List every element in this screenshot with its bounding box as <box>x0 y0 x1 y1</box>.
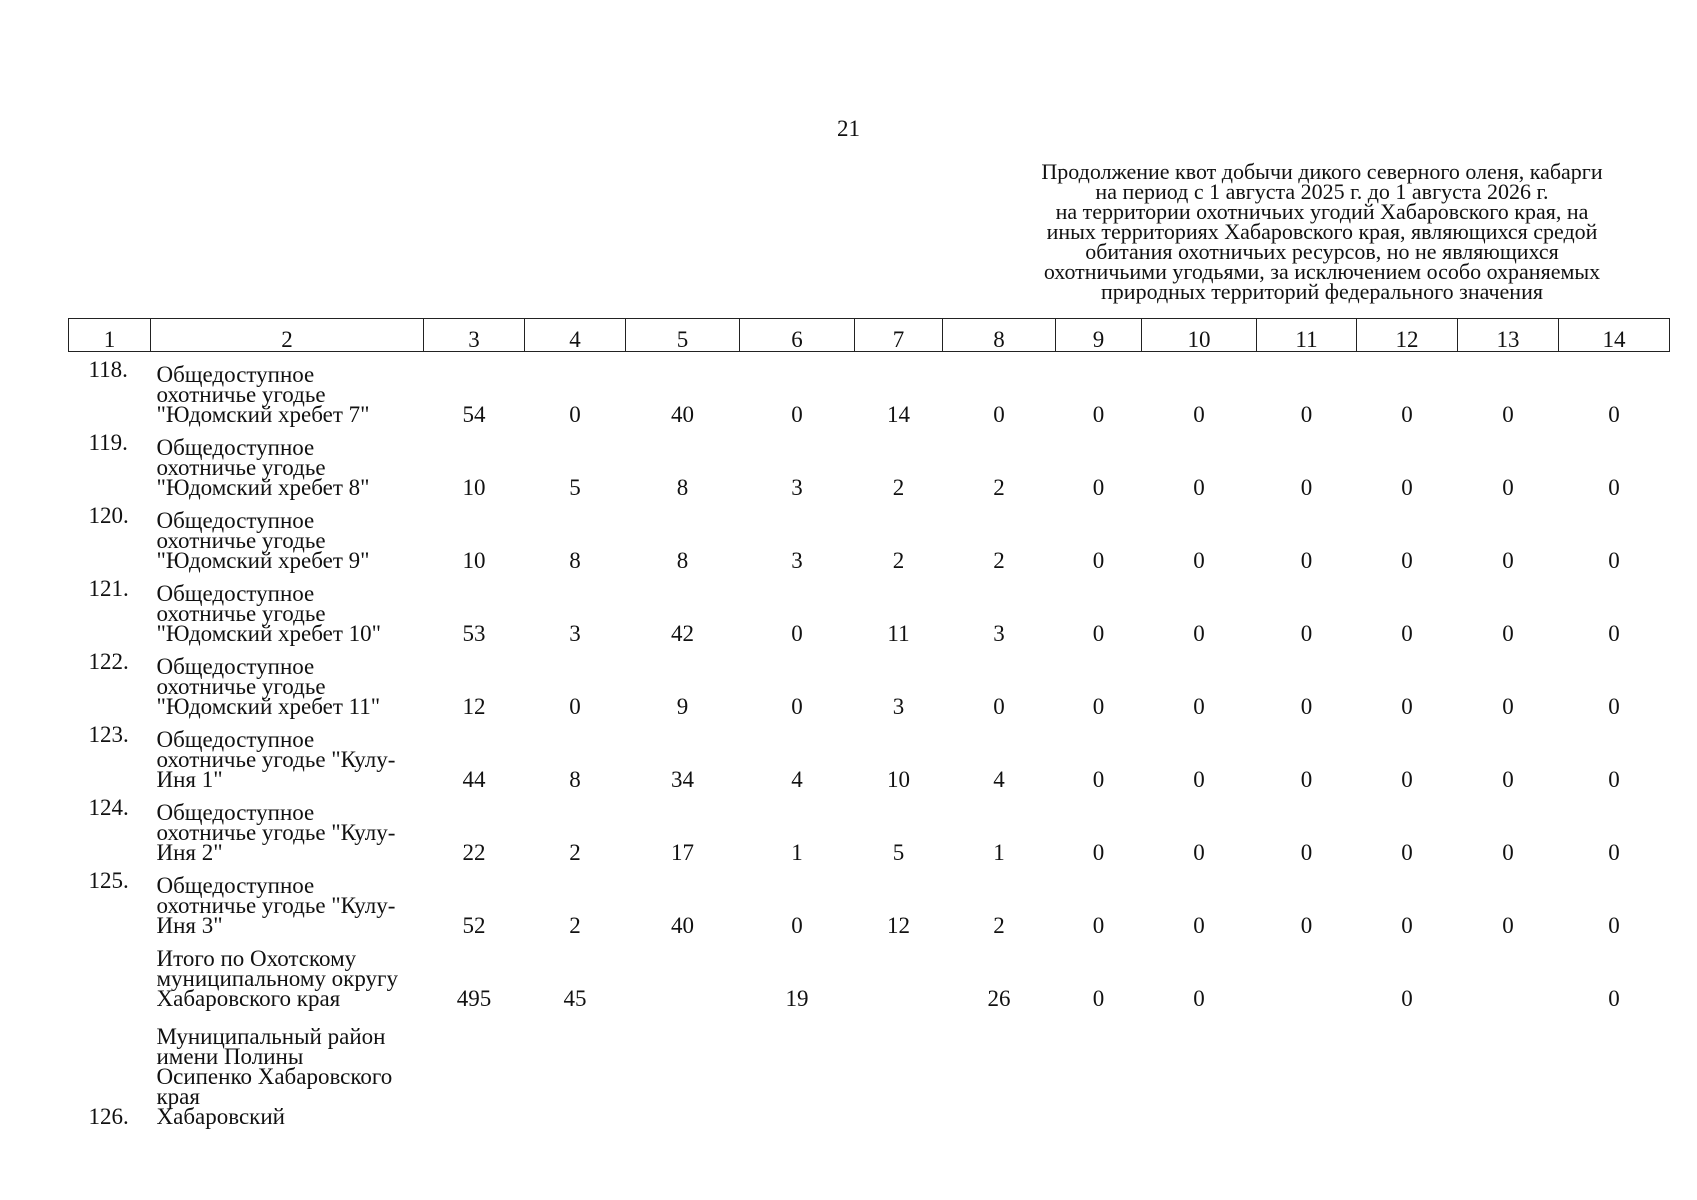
value-cell: 0 <box>1401 693 1413 719</box>
value-cell: 0 <box>1608 547 1620 573</box>
caption-line: на период с 1 августа 2025 г. до 1 августа 2026 г. <box>1095 179 1549 204</box>
value-cell: 0 <box>1300 401 1313 427</box>
value-cell: 26 <box>987 985 1011 1011</box>
row-name-line: охотничье угодье <box>156 600 326 626</box>
value-cell: 0 <box>1193 693 1205 719</box>
value-cell: 3 <box>791 474 803 500</box>
value-cell <box>1056 1107 1142 1147</box>
value-cell: 0 <box>1193 474 1205 500</box>
table-row <box>69 1009 1670 1107</box>
value-cell: 54 <box>462 401 486 427</box>
value-cell: 0 <box>1193 766 1205 792</box>
caption-line: иных территориях Хабаровского края, являющихся средой <box>1046 219 1598 244</box>
caption-line: на территории охотничьих угодий Хабаровского края, на <box>1055 199 1589 224</box>
value-cell: 0 <box>1608 401 1620 427</box>
value-cell <box>1142 1009 1257 1107</box>
row-name-line: Общедоступное <box>156 507 315 533</box>
value-cell: 19 <box>785 985 809 1011</box>
value-cell: 0 <box>791 912 803 938</box>
value-cell: 0 <box>1092 620 1105 646</box>
row-name-line: охотничье угодье <box>156 527 326 553</box>
value-cell <box>1257 936 1357 1009</box>
row-name-line: "Юдомский хребет 8" <box>156 474 370 500</box>
value-cell <box>424 1009 525 1107</box>
value-cell: 11 <box>887 620 910 646</box>
page-number: 21 <box>837 116 860 141</box>
value-cell: 2 <box>892 547 905 573</box>
value-cell: 10 <box>462 474 486 500</box>
value-cell: 0 <box>1608 693 1620 719</box>
column-header: 13 <box>1458 319 1559 352</box>
row-name-line: Иня 1" <box>156 766 223 792</box>
value-cell: 0 <box>1401 474 1413 500</box>
value-cell: 2 <box>993 474 1005 500</box>
table-row <box>69 425 1670 498</box>
value-cell: 0 <box>1608 620 1620 646</box>
value-cell <box>1142 1107 1257 1147</box>
value-cell: 44 <box>462 766 486 792</box>
value-cell: 0 <box>1502 693 1514 719</box>
value-cell <box>1559 1107 1670 1147</box>
row-number: 119. <box>88 429 128 455</box>
value-cell: 0 <box>791 693 803 719</box>
value-cell: 0 <box>1401 839 1413 865</box>
value-cell: 52 <box>462 912 486 938</box>
value-cell: 0 <box>791 620 803 646</box>
table-row <box>69 863 1670 936</box>
row-name-line: Общедоступное <box>156 726 315 752</box>
value-cell: 0 <box>1092 547 1105 573</box>
value-cell: 0 <box>1401 985 1413 1011</box>
value-cell <box>943 1009 1056 1107</box>
row-name-line: "Юдомский хребет 9" <box>156 547 370 573</box>
value-cell: 0 <box>1193 401 1205 427</box>
value-cell: 0 <box>569 693 581 719</box>
row-name-line: имени Полины <box>156 1043 304 1069</box>
value-cell: 12 <box>462 693 486 719</box>
value-cell <box>943 1107 1056 1147</box>
row-name-line: Хабаровский <box>156 1103 285 1129</box>
value-cell: 0 <box>1401 547 1413 573</box>
value-cell: 5 <box>892 839 905 865</box>
value-cell: 4 <box>993 766 1005 792</box>
table-body <box>69 352 1670 1147</box>
value-cell: 9 <box>676 693 689 719</box>
value-cell: 0 <box>1092 912 1105 938</box>
column-header: 7 <box>855 319 943 352</box>
table-row <box>69 1107 1670 1147</box>
value-cell: 0 <box>1502 401 1514 427</box>
value-cell: 0 <box>1608 985 1620 1011</box>
value-cell: 0 <box>1300 474 1313 500</box>
value-cell: 3 <box>993 620 1005 646</box>
table-row <box>69 717 1670 790</box>
row-number: 124. <box>88 794 129 820</box>
row-number: 126. <box>88 1103 129 1129</box>
row-number: 120. <box>88 502 129 528</box>
value-cell: 4 <box>791 766 803 792</box>
row-name-line: Иня 3" <box>156 912 223 938</box>
value-cell: 45 <box>563 985 587 1011</box>
row-name-line: "Юдомский хребет 10" <box>156 620 382 646</box>
value-cell: 0 <box>1193 912 1205 938</box>
row-name-line: охотничье угодье <box>156 454 326 480</box>
row-number <box>69 1009 151 1107</box>
value-cell: 42 <box>671 620 694 646</box>
column-header: 11 <box>1257 319 1357 352</box>
value-cell: 0 <box>1092 766 1105 792</box>
row-name-line: Осипенко Хабаровского <box>156 1063 393 1089</box>
value-cell: 53 <box>462 620 486 646</box>
value-cell <box>1056 1009 1142 1107</box>
column-header: 8 <box>943 319 1056 352</box>
row-name <box>151 936 424 1009</box>
value-cell: 5 <box>569 474 581 500</box>
row-name <box>151 425 424 498</box>
value-cell <box>855 936 943 1009</box>
row-name-line: Общедоступное <box>156 580 315 606</box>
value-cell <box>1458 1009 1559 1107</box>
row-name <box>151 863 424 936</box>
value-cell: 0 <box>1502 912 1514 938</box>
value-cell <box>1458 936 1559 1009</box>
value-cell <box>525 1009 626 1107</box>
caption-line: обитания охотничьих ресурсов, но не являющихся <box>1085 239 1559 264</box>
table-row <box>69 936 1670 1009</box>
row-name-line: охотничье угодье <box>156 673 326 699</box>
value-cell: 10 <box>887 766 910 792</box>
row-number: 121. <box>88 575 129 601</box>
row-name <box>151 352 424 425</box>
value-cell <box>855 1107 943 1147</box>
row-name-line: охотничье угодье "Кулу- <box>156 892 396 918</box>
column-header: 1 <box>69 319 151 352</box>
value-cell: 0 <box>993 401 1005 427</box>
row-name <box>151 790 424 863</box>
value-cell: 0 <box>1092 401 1105 427</box>
value-cell: 14 <box>887 401 910 427</box>
value-cell: 0 <box>1401 401 1413 427</box>
row-name-line: Итого по Охотскому <box>156 945 357 971</box>
value-cell: 495 <box>456 985 492 1011</box>
value-cell: 0 <box>1502 766 1514 792</box>
row-name-line: Иня 2" <box>156 839 223 865</box>
value-cell <box>1257 1009 1357 1107</box>
value-cell <box>626 1107 740 1147</box>
value-cell <box>1458 1107 1559 1147</box>
table-row <box>69 571 1670 644</box>
column-number-row <box>69 319 1670 352</box>
row-name-line: Общедоступное <box>156 653 315 679</box>
value-cell: 0 <box>1401 620 1413 646</box>
row-name-line: края <box>156 1083 200 1109</box>
value-cell: 0 <box>1401 912 1413 938</box>
value-cell: 0 <box>1502 620 1514 646</box>
value-cell <box>424 1107 525 1147</box>
value-cell <box>1357 1107 1458 1147</box>
value-cell: 34 <box>671 766 694 792</box>
value-cell: 0 <box>1092 985 1105 1011</box>
value-cell: 0 <box>1502 547 1514 573</box>
column-header: 9 <box>1056 319 1142 352</box>
value-cell <box>855 1009 943 1107</box>
row-name <box>151 571 424 644</box>
value-cell: 8 <box>569 766 581 792</box>
value-cell: 0 <box>1300 839 1313 865</box>
value-cell: 0 <box>1193 839 1205 865</box>
value-cell: 0 <box>993 693 1005 719</box>
value-cell: 0 <box>1502 474 1514 500</box>
row-name <box>151 644 424 717</box>
value-cell: 0 <box>1300 912 1313 938</box>
value-cell: 40 <box>671 401 694 427</box>
value-cell: 0 <box>1193 985 1205 1011</box>
value-cell <box>740 1107 855 1147</box>
value-cell: 40 <box>671 912 694 938</box>
table-row <box>69 498 1670 571</box>
value-cell <box>525 1107 626 1147</box>
table-row <box>69 352 1670 425</box>
value-cell: 2 <box>569 912 581 938</box>
value-cell: 0 <box>1300 693 1313 719</box>
value-cell: 0 <box>1092 839 1105 865</box>
row-number: 125. <box>88 867 129 893</box>
row-name-line: "Юдомский хребет 7" <box>156 401 370 427</box>
row-name-line: охотничье угодье <box>156 381 326 407</box>
row-name-line: Общедоступное <box>156 872 315 898</box>
value-cell <box>626 936 740 1009</box>
value-cell: 0 <box>1300 620 1313 646</box>
column-header: 4 <box>525 319 626 352</box>
value-cell: 2 <box>993 547 1005 573</box>
caption-line: охотничьими угодьями, за исключением особо охраняемых <box>1043 259 1601 284</box>
value-cell <box>1257 1107 1357 1147</box>
caption-line: природных территорий федерального значения <box>1101 279 1543 304</box>
row-name <box>151 717 424 790</box>
row-name <box>151 498 424 571</box>
value-cell: 1 <box>993 839 1005 865</box>
column-header: 12 <box>1357 319 1458 352</box>
row-name-line: Общедоступное <box>156 799 315 825</box>
value-cell <box>740 1009 855 1107</box>
value-cell: 0 <box>1092 693 1105 719</box>
value-cell: 0 <box>1300 547 1313 573</box>
row-name-line: охотничье угодье "Кулу- <box>156 746 396 772</box>
value-cell: 10 <box>462 547 486 573</box>
value-cell: 8 <box>676 474 689 500</box>
row-name-line: муниципальному округу <box>156 965 398 991</box>
value-cell: 0 <box>1193 547 1205 573</box>
column-header: 6 <box>740 319 855 352</box>
row-number: 118. <box>88 357 128 382</box>
row-name <box>151 1009 424 1107</box>
value-cell: 0 <box>1608 839 1620 865</box>
value-cell <box>1559 1009 1670 1107</box>
table-caption <box>1002 159 1642 304</box>
value-cell: 0 <box>1401 766 1413 792</box>
value-cell: 0 <box>1608 912 1620 938</box>
value-cell: 0 <box>1300 766 1313 792</box>
table-row <box>69 790 1670 863</box>
column-header: 10 <box>1142 319 1257 352</box>
value-cell: 0 <box>569 401 581 427</box>
table-row <box>69 644 1670 717</box>
quota-table <box>68 318 1670 1147</box>
row-name-line: Общедоступное <box>156 361 315 387</box>
value-cell: 0 <box>1502 839 1514 865</box>
value-cell: 0 <box>1092 474 1105 500</box>
value-cell: 17 <box>671 839 694 865</box>
value-cell: 0 <box>791 401 803 427</box>
row-number <box>69 936 151 1009</box>
value-cell: 12 <box>887 912 910 938</box>
value-cell: 0 <box>1608 766 1620 792</box>
column-header: 14 <box>1559 319 1670 352</box>
value-cell: 2 <box>892 474 905 500</box>
value-cell <box>1357 1009 1458 1107</box>
row-number: 122. <box>88 648 129 674</box>
column-header: 3 <box>424 319 525 352</box>
row-name-line: охотничье угодье "Кулу- <box>156 819 396 845</box>
value-cell <box>626 1009 740 1107</box>
value-cell: 3 <box>892 693 905 719</box>
value-cell: 8 <box>676 547 689 573</box>
value-cell: 3 <box>569 620 581 646</box>
value-cell: 2 <box>993 912 1005 938</box>
row-name-line: Общедоступное <box>156 434 315 460</box>
value-cell: 1 <box>791 839 803 865</box>
value-cell: 2 <box>569 839 581 865</box>
value-cell: 0 <box>1608 474 1620 500</box>
caption-line: Продолжение квот добычи дикого северного оленя, кабарги <box>1041 159 1603 184</box>
row-number: 123. <box>88 721 129 747</box>
value-cell: 22 <box>462 839 486 865</box>
row-name-line: Хабаровского края <box>156 985 341 1011</box>
row-name <box>151 1103 424 1147</box>
row-name-line: "Юдомский хребет 11" <box>156 693 381 719</box>
row-name-line: Муниципальный район <box>156 1023 386 1049</box>
value-cell: 3 <box>791 547 803 573</box>
column-header: 5 <box>626 319 740 352</box>
value-cell: 0 <box>1193 620 1205 646</box>
value-cell: 8 <box>569 547 581 573</box>
column-header: 2 <box>151 319 424 352</box>
